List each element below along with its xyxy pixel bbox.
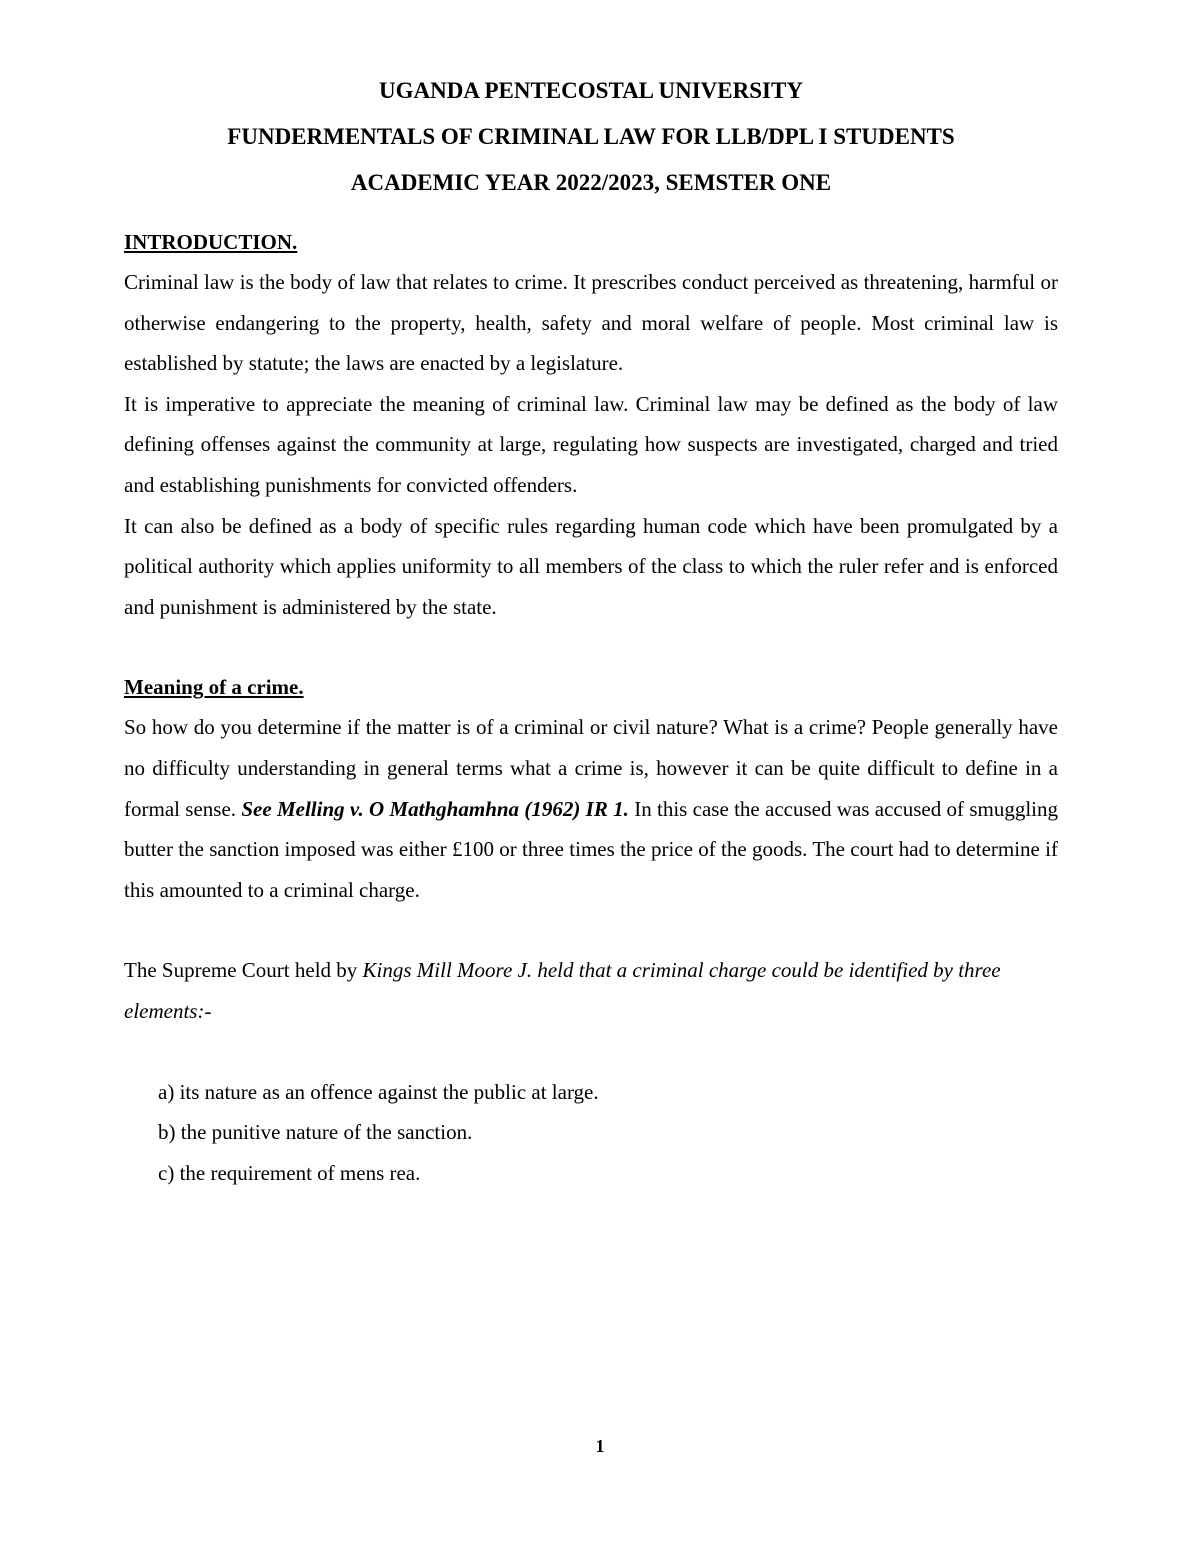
holding-paragraph	[124, 950, 1058, 1031]
spacer	[124, 910, 1058, 950]
spacer	[124, 627, 1058, 667]
spacer	[124, 1032, 1058, 1072]
meaning-text: In this case the accused was accused of smuggling butter the sanction imposed was either £100 or three times the price of the goods. The court had to determine if this amounted to a criminal charge.	[124, 796, 1058, 902]
intro-paragraph: It can also be defined as a body of specific rules regarding human code which have been promulgated by a political authority which applies uniformity to all members of the class to which the ruler refer and is enforced and punishment is administered by the state.	[124, 513, 1058, 619]
list-item: b) the punitive nature of the sanction.	[158, 1120, 473, 1145]
course-heading: FUNDERMENTALS OF CRIMINAL LAW FOR LLB/DPL I STUDENTS	[227, 124, 955, 149]
intro-paragraph: Criminal law is the body of law that relates to crime. It prescribes conduct perceived as threatening, harmful or otherwise endangering to the property, health, safety and moral welfare of people. Most criminal law is established by statute; the laws are enacted by a legislature.	[124, 270, 1058, 376]
meaning-text: So how do you determine if the matter is of a criminal or civil nature? What is a crime? People generally have no difficulty understanding in general terms what a crime is, however it can be quite difficult to define in a formal sense.	[124, 715, 1058, 821]
case-citation: See Melling v. O Mathghamhna (1962) IR 1.	[241, 796, 629, 821]
list-item: a) its nature as an offence against the public at large.	[158, 1079, 599, 1104]
meaning-title: Meaning of a crime.	[124, 675, 304, 700]
list-item: c) the requirement of mens rea.	[158, 1160, 421, 1185]
document-page	[124, 68, 1058, 1193]
meaning-paragraph	[124, 707, 1058, 910]
term-heading: ACADEMIC YEAR 2022/2023, SEMSTER ONE	[350, 170, 832, 195]
page-number: 1	[595, 1436, 605, 1456]
intro-paragraph: It is imperative to appreciate the meaning of criminal law. Criminal law may be defined as the body of law defining offenses against the community at large, regulating how suspects are investigated, charged and tried and establishing punishments for convicted offenders.	[124, 391, 1058, 497]
elements-list	[124, 1072, 1058, 1194]
holding-text-end: :-	[197, 998, 212, 1023]
university-heading: UGANDA PENTECOSTAL UNIVERSITY	[379, 78, 803, 103]
holding-text: The Supreme Court held by	[124, 958, 363, 983]
holding-italic: Kings Mill Moore J. held that a criminal charge could be identified by three elements	[124, 958, 1001, 1023]
introduction-title: INTRODUCTION.	[124, 230, 298, 254]
